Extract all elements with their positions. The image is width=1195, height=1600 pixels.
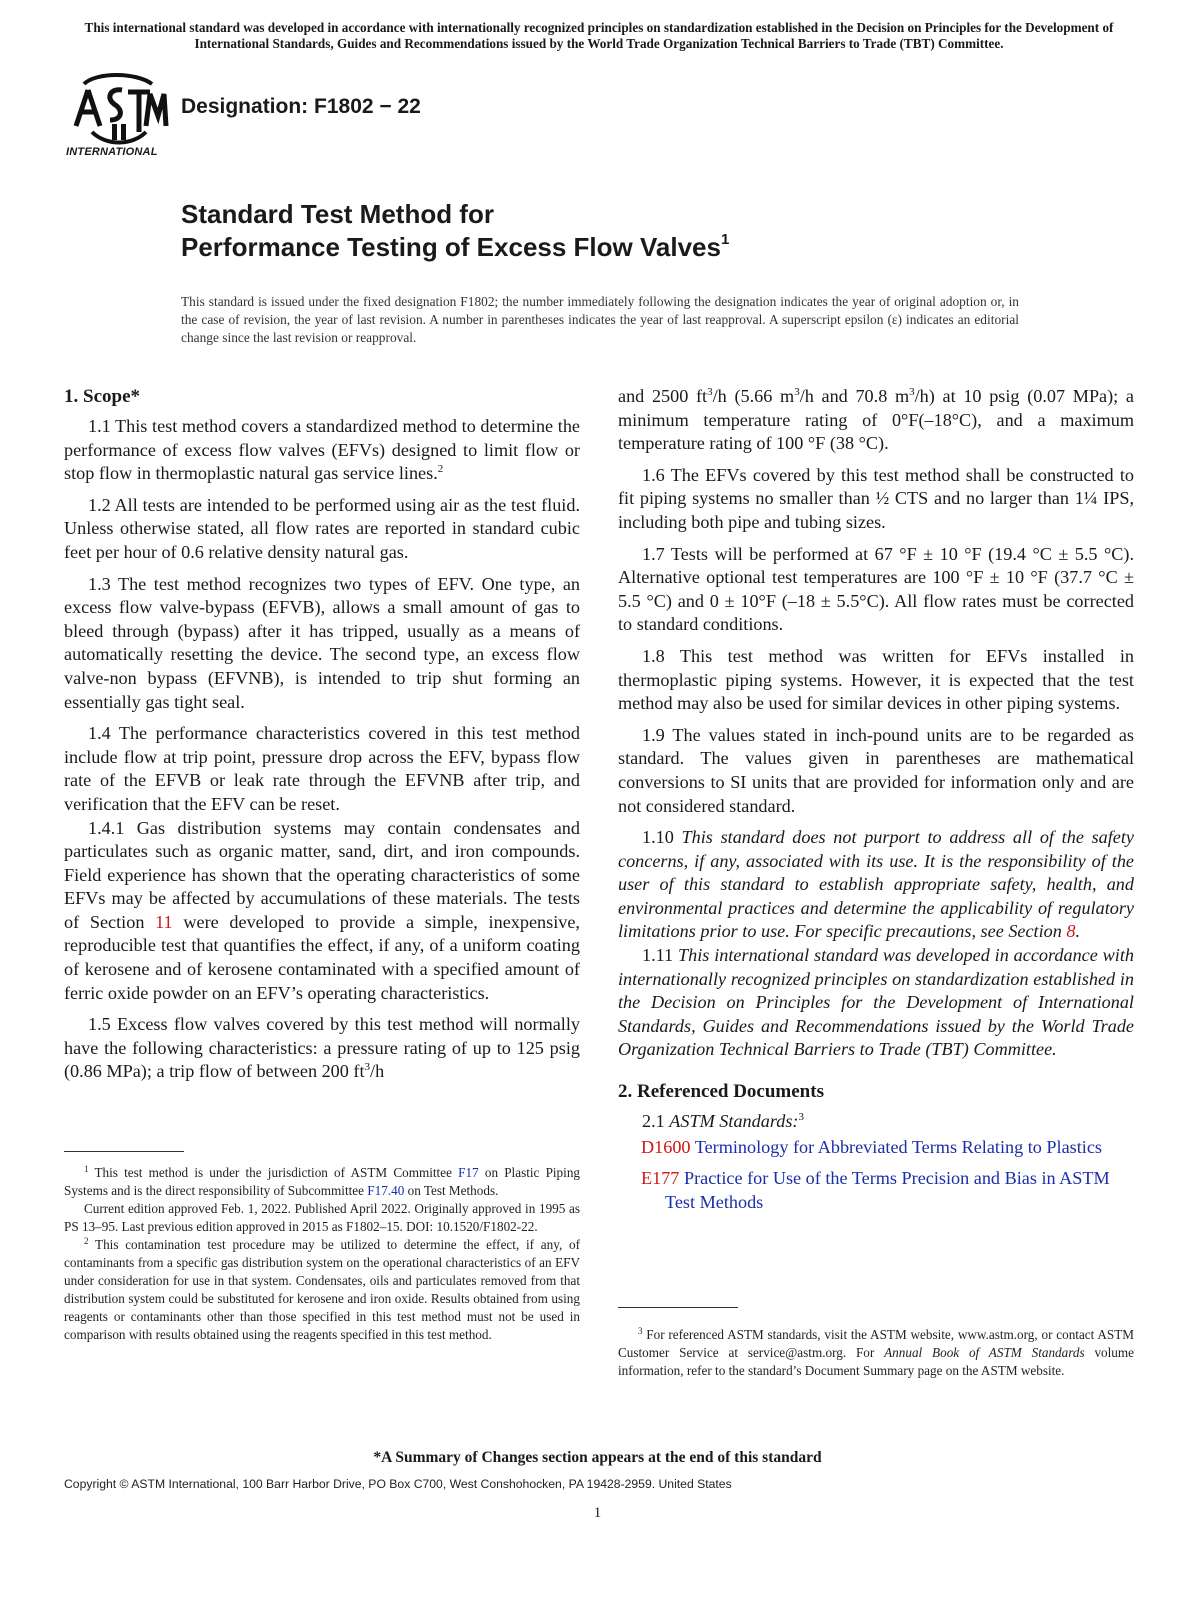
paragraph-1-4-1-text-b: were developed to provide a simple, inexpensive, reproducible test that quantifies the effect, if any, of a uniform coating of kerosene and of kerosene contaminated with a specified amount of ferric oxide powder on an EFV’s operating characteristics. [64,911,580,1003]
footnote-1-edition: Current edition approved Feb. 1, 2022. Published April 2022. Originally approved in 1995 as PS 13–95. Last previous edition approved in 2015 as F1802–15. DOI: 10.1520/F1802-22. [64,1201,580,1234]
paragraph-2-1-num: 2.1 [642,1111,665,1132]
superscript-3: 3 [364,1061,371,1074]
left-column [64,385,580,1092]
paragraph-1-5 [64,1013,580,1084]
footnote-2-text: This contamination test procedure may be utilized to determine the effect, if any, of contaminants from a specific gas distribution system on the operational characteristics of an EFV under consideration for use in that system. Condensates, oils and particulates removed from that distribution system could be substituted for kerosene and iron oxide. Results obtained from using reagents or contaminants other than those specified in this test method must not be used in comparison with results obtained using the reagents specified in this test method. [64,1237,580,1342]
summary-of-changes-note: *A Summary of Changes section appears at the end of this standard [373,1449,822,1466]
paragraph-1-5-text-e: /h and 70.8 m [799,386,910,406]
footnote-3-mark: 3 [638,1326,643,1336]
paragraph-1-6: 1.6 The EFVs covered by this test method shall be constructed to fit piping systems no smaller than ½ CTS and no larger than 1¼ IPS, including both pipe and tubing sizes. [618,464,1134,532]
paragraph-1-5-text-b: /h [370,1061,385,1082]
title-footnote-mark: 1 [720,231,730,248]
paragraph-1-5-text-d: /h (5.66 m [712,386,795,406]
paragraph-1-2: 1.2 All tests are intended to be performed using air as the test fluid. Unless otherwise stated, all flow rates are reported in standard cubic feet per hour of 0.6 relative density natural gas. [64,494,580,562]
section-8-link-text: 8 [1066,921,1076,942]
paragraph-1-1 [64,415,580,486]
paragraph-1-10-num: 1.10 [642,827,674,848]
section-8-link[interactable] [1066,921,1075,941]
paragraph-2-1-text: ASTM Standards: [669,1111,799,1132]
title-line-2 [181,231,729,264]
footnote-2-mark: 2 [84,1236,89,1246]
footnotes-right [618,1326,1134,1380]
page-number: 1 [593,1505,602,1521]
paragraph-1-10 [618,826,1134,944]
footnote-1-mark: 1 [84,1164,89,1174]
paragraph-1-10-period: . [1075,921,1081,942]
superscript-3: 3 [707,386,713,398]
footnote-1-text-a: This test method is under the jurisdiction of ASTM Committee [94,1165,452,1180]
paragraph-1-8: 1.8 This test method was written for EFVs installed in thermoplastic piping systems. However, it is expected that the test method may also be used for similar devices in other piping systems. [618,645,1134,714]
footnote-1-text-c: on Test Methods. [407,1183,499,1198]
paragraph-1-11-num: 1.11 [642,945,674,966]
paragraph-1-10-text: This standard does not purport to address all of the safety concerns, if any, associated with its use. It is the responsibility of the user of this standard to establish appropriate safety, health, and environmental practices and determine the applicability of regulatory limitations prior to use. For specific precautions, see Section [618,827,1135,942]
superscript-3: 3 [909,386,915,398]
paragraph-1-11 [618,944,1134,1062]
page-title [181,198,729,264]
scope-heading: 1. Scope* [64,386,140,407]
section-11-link[interactable]: 11 [155,911,173,932]
footnote-ref-2[interactable]: 2 [437,463,444,476]
footnote-3-text-a: For referenced ASTM standards, visit the ASTM website, www.astm.org, or contact ASTM Customer Service at service@astm.org. For [618,1327,1135,1360]
reference-e177[interactable] [618,1167,1134,1214]
footnote-1 [64,1164,580,1200]
footnote-1-text-b: on Plastic Piping Systems and is the direct responsibility of Subcommittee [64,1165,581,1198]
astm-logo [66,68,170,166]
reference-d1600[interactable] [618,1136,1134,1160]
reference-title[interactable]: Practice for Use of the Terms Precision and Bias in ASTM Test Methods [665,1168,1110,1212]
logo-text: INTERNATIONAL [66,146,158,158]
title-line-1: Standard Test Method for [181,199,494,229]
paragraph-1-7: 1.7 Tests will be performed at 67 °F ± 10 °F (19.4 °C ± 5.5 °C). Alternative optional test temperatures are 100 °F ± 10 °F (37.7 °C ± 5.5 °C) and 0 ± 10°F (–18 ± 5.5°C). All flow rates must be corrected to standard conditions. [618,543,1134,635]
paragraph-1-4-1 [64,817,580,1006]
footnote-3-text-b: volume information, refer to the standard’s Document Summary page on the ASTM website. [618,1345,1134,1378]
issue-note: This standard is issued under the fixed designation F1802; the number immediately following the designation indicates the year of original adoption or, in the case of revision, the year of last revision. A number in parentheses indicates the year of last reapproval. A superscript epsilon (ε) indicates an editorial change since the last revision or reapproval. [181,294,1019,345]
paragraph-1-4-1-text-a: 1.4.1 Gas distribution systems may contain condensates and particulates such as organic matter, sand, dirt, and iron compounds. Field experience has shown that the operating characteristics of some EFVs may be affected by accumulations of these materials. The tests of Section [64,817,580,932]
footnotes-left [64,1164,580,1344]
footnote-2 [64,1236,580,1344]
footnote-divider [618,1307,738,1308]
referenced-documents-heading: 2. Referenced Documents [618,1081,824,1103]
paragraph-2-1 [618,1110,1134,1134]
paragraph-1-1-text: 1.1 This test method covers a standardized method to determine the performance of excess flow valves (EFVs) designed to limit flow or stop flow in thermoplastic natural gas service lines. [64,416,580,484]
right-column [618,385,1134,1222]
reference-title[interactable]: Terminology for Abbreviated Terms Relating to Plastics [694,1136,1103,1157]
paragraph-1-5-continued [618,385,1134,456]
reference-code[interactable]: E177 [641,1168,680,1189]
committee-f17-link[interactable]: F17 [458,1165,479,1180]
paragraph-1-4: 1.4 The performance characteristics covered in this test method include flow at trip point, pressure drop across the EFV, bypass flow rate of the EFVB or leak rate through the EFVNB after trip, and verification that the EFV can be reset. [64,723,580,814]
footnote-3-italic: Annual Book of ASTM Standards [884,1345,1085,1360]
footnote-3 [618,1326,1134,1380]
title-line-2-text: Performance Testing of Excess Flow Valves [181,232,721,262]
reference-code[interactable]: D1600 [641,1136,691,1157]
designation: Designation: F1802 − 22 [181,95,421,118]
top-notice: This international standard was developed in accordance with internationally recognized principles on standardization established in the Decision on Principles for the Development of International Standards, Guides and Recommendations issued by the World Trade Organization Technical Barriers to Trade (TBT) Committee. [84,20,1114,51]
subcommittee-f17-40-link[interactable]: F17.40 [367,1183,405,1198]
paragraph-1-9: 1.9 The values stated in inch-pound units are to be regarded as standard. The values given in parentheses are mathematical conversions to SI units that are provided for information only and are not considered standard. [618,724,1134,816]
superscript-3: 3 [794,386,800,398]
footnote-divider [64,1151,184,1152]
paragraph-1-3: 1.3 The test method recognizes two types of EFV. One type, an excess flow valve-bypass (EFVB), allows a small amount of gas to bleed through (bypass) after it has tripped, usually as a means of automatically resetting the device. The second type, an excess flow valve-non bypass (EFVNB), is intended to trip shut forming an essentially gas tight seal. [64,573,580,712]
paragraph-1-11-text: This international standard was developed in accordance with internationally recognized principles on standardization established in the Decision on Principles for the Development of International Standards, Guides and Recommendations issued by the World Trade Organization Technical Barriers to Trade (TBT) Committee. [618,945,1134,1060]
paragraph-1-5-text-c: and 2500 ft [618,386,708,406]
copyright: Copyright © ASTM International, 100 Barr Harbor Drive, PO Box C700, West Conshohocken, PA 19428-2959. United States [64,1477,732,1491]
paragraph-1-5-text-a: 1.5 Excess flow valves covered by this test method will normally have the following characteristics: a pressure rating of up to 125 psig (0.86 MPa); a trip flow of between 200 ft [64,1014,580,1082]
paragraph-1-5-text-f: /h) at 10 psig (0.07 MPa); a minimum temperature rating of 0°F(–18°C), and a maximum temperature rating of 100 °F (38 °C). [618,386,1134,454]
footnote-ref-3[interactable]: 3 [798,1111,804,1124]
